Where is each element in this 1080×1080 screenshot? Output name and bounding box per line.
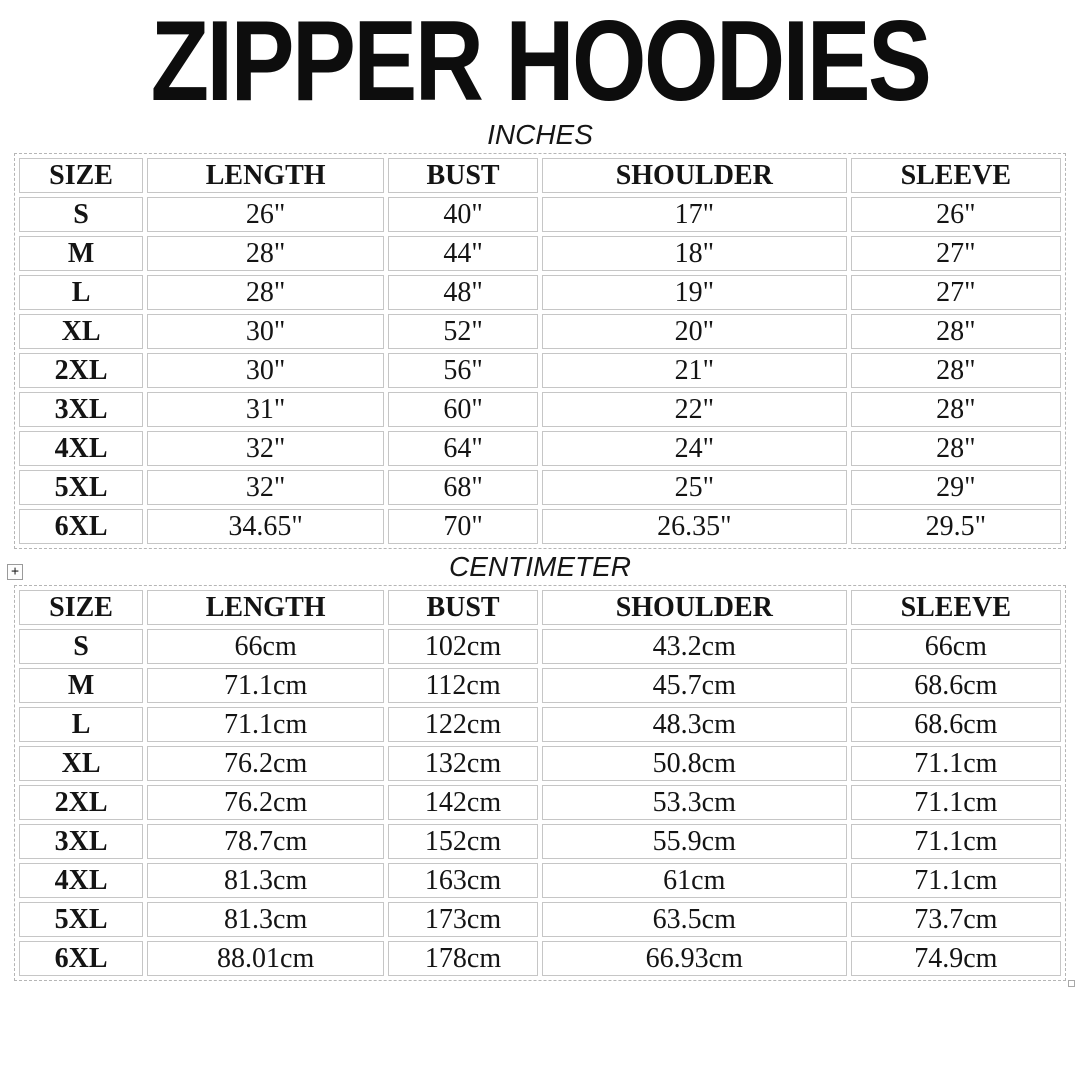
- size-cell: 2XL: [19, 353, 143, 388]
- size-cell: M: [19, 668, 143, 703]
- value-cell: 76.2cm: [147, 746, 384, 781]
- table-row: [19, 470, 1061, 505]
- table-row: [19, 392, 1061, 427]
- value-cell: 26.35": [542, 509, 847, 544]
- value-cell: 71.1cm: [851, 746, 1061, 781]
- value-cell: 68.6cm: [851, 707, 1061, 742]
- value-cell: 71.1cm: [147, 707, 384, 742]
- size-cell: S: [19, 197, 143, 232]
- size-cell: XL: [19, 746, 143, 781]
- value-cell: 63.5cm: [542, 902, 847, 937]
- value-cell: 27": [851, 275, 1061, 310]
- value-cell: 70": [388, 509, 538, 544]
- column-header-bust: BUST: [388, 590, 538, 625]
- centimeter-size-table: [14, 585, 1066, 981]
- table-row: [19, 785, 1061, 820]
- value-cell: 34.65": [147, 509, 384, 544]
- column-header-sleeve: SLEEVE: [851, 158, 1061, 193]
- size-cell: 3XL: [19, 392, 143, 427]
- header-row: [19, 158, 1061, 193]
- value-cell: 55.9cm: [542, 824, 847, 859]
- value-cell: 64": [388, 431, 538, 466]
- value-cell: 71.1cm: [851, 785, 1061, 820]
- inches-size-table: [14, 153, 1066, 549]
- column-header-size: SIZE: [19, 158, 143, 193]
- size-cell: 5XL: [19, 470, 143, 505]
- size-cell: 3XL: [19, 824, 143, 859]
- value-cell: 102cm: [388, 629, 538, 664]
- value-cell: 28": [851, 314, 1061, 349]
- table-row: [19, 707, 1061, 742]
- table-row: [19, 509, 1061, 544]
- size-cell: 6XL: [19, 509, 143, 544]
- value-cell: 60": [388, 392, 538, 427]
- table-row: [19, 431, 1061, 466]
- table-row: [19, 236, 1061, 271]
- value-cell: 28": [147, 236, 384, 271]
- column-header-bust: BUST: [388, 158, 538, 193]
- value-cell: 122cm: [388, 707, 538, 742]
- column-header-length: LENGTH: [147, 158, 384, 193]
- value-cell: 68.6cm: [851, 668, 1061, 703]
- table-move-handle-icon[interactable]: +: [7, 564, 23, 580]
- size-cell: L: [19, 707, 143, 742]
- value-cell: 163cm: [388, 863, 538, 898]
- value-cell: 66.93cm: [542, 941, 847, 976]
- value-cell: 45.7cm: [542, 668, 847, 703]
- value-cell: 31": [147, 392, 384, 427]
- value-cell: 19": [542, 275, 847, 310]
- value-cell: 66cm: [851, 629, 1061, 664]
- value-cell: 28": [851, 392, 1061, 427]
- value-cell: 43.2cm: [542, 629, 847, 664]
- value-cell: 27": [851, 236, 1061, 271]
- size-cell: 6XL: [19, 941, 143, 976]
- value-cell: 66cm: [147, 629, 384, 664]
- table-resize-handle[interactable]: [1068, 980, 1075, 987]
- value-cell: 44": [388, 236, 538, 271]
- value-cell: 17": [542, 197, 847, 232]
- value-cell: 22": [542, 392, 847, 427]
- value-cell: 88.01cm: [147, 941, 384, 976]
- inches-table-wrap: [14, 153, 1066, 549]
- page-title: ZIPPER HOODIES: [150, 0, 930, 125]
- value-cell: 24": [542, 431, 847, 466]
- table-row: [19, 275, 1061, 310]
- size-cell: 4XL: [19, 863, 143, 898]
- value-cell: 81.3cm: [147, 902, 384, 937]
- table-row: [19, 629, 1061, 664]
- value-cell: 74.9cm: [851, 941, 1061, 976]
- value-cell: 81.3cm: [147, 863, 384, 898]
- value-cell: 40": [388, 197, 538, 232]
- value-cell: 25": [542, 470, 847, 505]
- value-cell: 26": [147, 197, 384, 232]
- value-cell: 173cm: [388, 902, 538, 937]
- value-cell: 152cm: [388, 824, 538, 859]
- value-cell: 32": [147, 470, 384, 505]
- value-cell: 71.1cm: [851, 863, 1061, 898]
- value-cell: 28": [147, 275, 384, 310]
- value-cell: 50.8cm: [542, 746, 847, 781]
- column-header-shoulder: SHOULDER: [542, 590, 847, 625]
- size-cell: M: [19, 236, 143, 271]
- table-row: [19, 314, 1061, 349]
- table-row: [19, 197, 1061, 232]
- table-row: [19, 902, 1061, 937]
- column-header-length: LENGTH: [147, 590, 384, 625]
- value-cell: 56": [388, 353, 538, 388]
- value-cell: 142cm: [388, 785, 538, 820]
- table-row: [19, 668, 1061, 703]
- value-cell: 30": [147, 353, 384, 388]
- value-cell: 76.2cm: [147, 785, 384, 820]
- value-cell: 52": [388, 314, 538, 349]
- value-cell: 132cm: [388, 746, 538, 781]
- value-cell: 78.7cm: [147, 824, 384, 859]
- value-cell: 61cm: [542, 863, 847, 898]
- value-cell: 29.5": [851, 509, 1061, 544]
- table-row: [19, 353, 1061, 388]
- table-row: [19, 863, 1061, 898]
- value-cell: 73.7cm: [851, 902, 1061, 937]
- size-cell: 5XL: [19, 902, 143, 937]
- size-cell: 4XL: [19, 431, 143, 466]
- value-cell: 20": [542, 314, 847, 349]
- value-cell: 71.1cm: [147, 668, 384, 703]
- units-caption-inches: INCHES: [487, 119, 593, 150]
- size-cell: 2XL: [19, 785, 143, 820]
- column-header-size: SIZE: [19, 590, 143, 625]
- value-cell: 30": [147, 314, 384, 349]
- size-cell: S: [19, 629, 143, 664]
- value-cell: 112cm: [388, 668, 538, 703]
- size-cell: L: [19, 275, 143, 310]
- column-header-sleeve: SLEEVE: [851, 590, 1061, 625]
- value-cell: 48": [388, 275, 538, 310]
- units-caption-centimeter: CENTIMETER: [449, 551, 631, 582]
- value-cell: 28": [851, 431, 1061, 466]
- value-cell: 28": [851, 353, 1061, 388]
- table-row: [19, 941, 1061, 976]
- value-cell: 68": [388, 470, 538, 505]
- value-cell: 53.3cm: [542, 785, 847, 820]
- table-row: [19, 824, 1061, 859]
- size-cell: XL: [19, 314, 143, 349]
- column-header-shoulder: SHOULDER: [542, 158, 847, 193]
- value-cell: 178cm: [388, 941, 538, 976]
- table-row: [19, 746, 1061, 781]
- value-cell: 71.1cm: [851, 824, 1061, 859]
- value-cell: 21": [542, 353, 847, 388]
- value-cell: 48.3cm: [542, 707, 847, 742]
- value-cell: 26": [851, 197, 1061, 232]
- value-cell: 32": [147, 431, 384, 466]
- value-cell: 18": [542, 236, 847, 271]
- value-cell: 29": [851, 470, 1061, 505]
- header-row: [19, 590, 1061, 625]
